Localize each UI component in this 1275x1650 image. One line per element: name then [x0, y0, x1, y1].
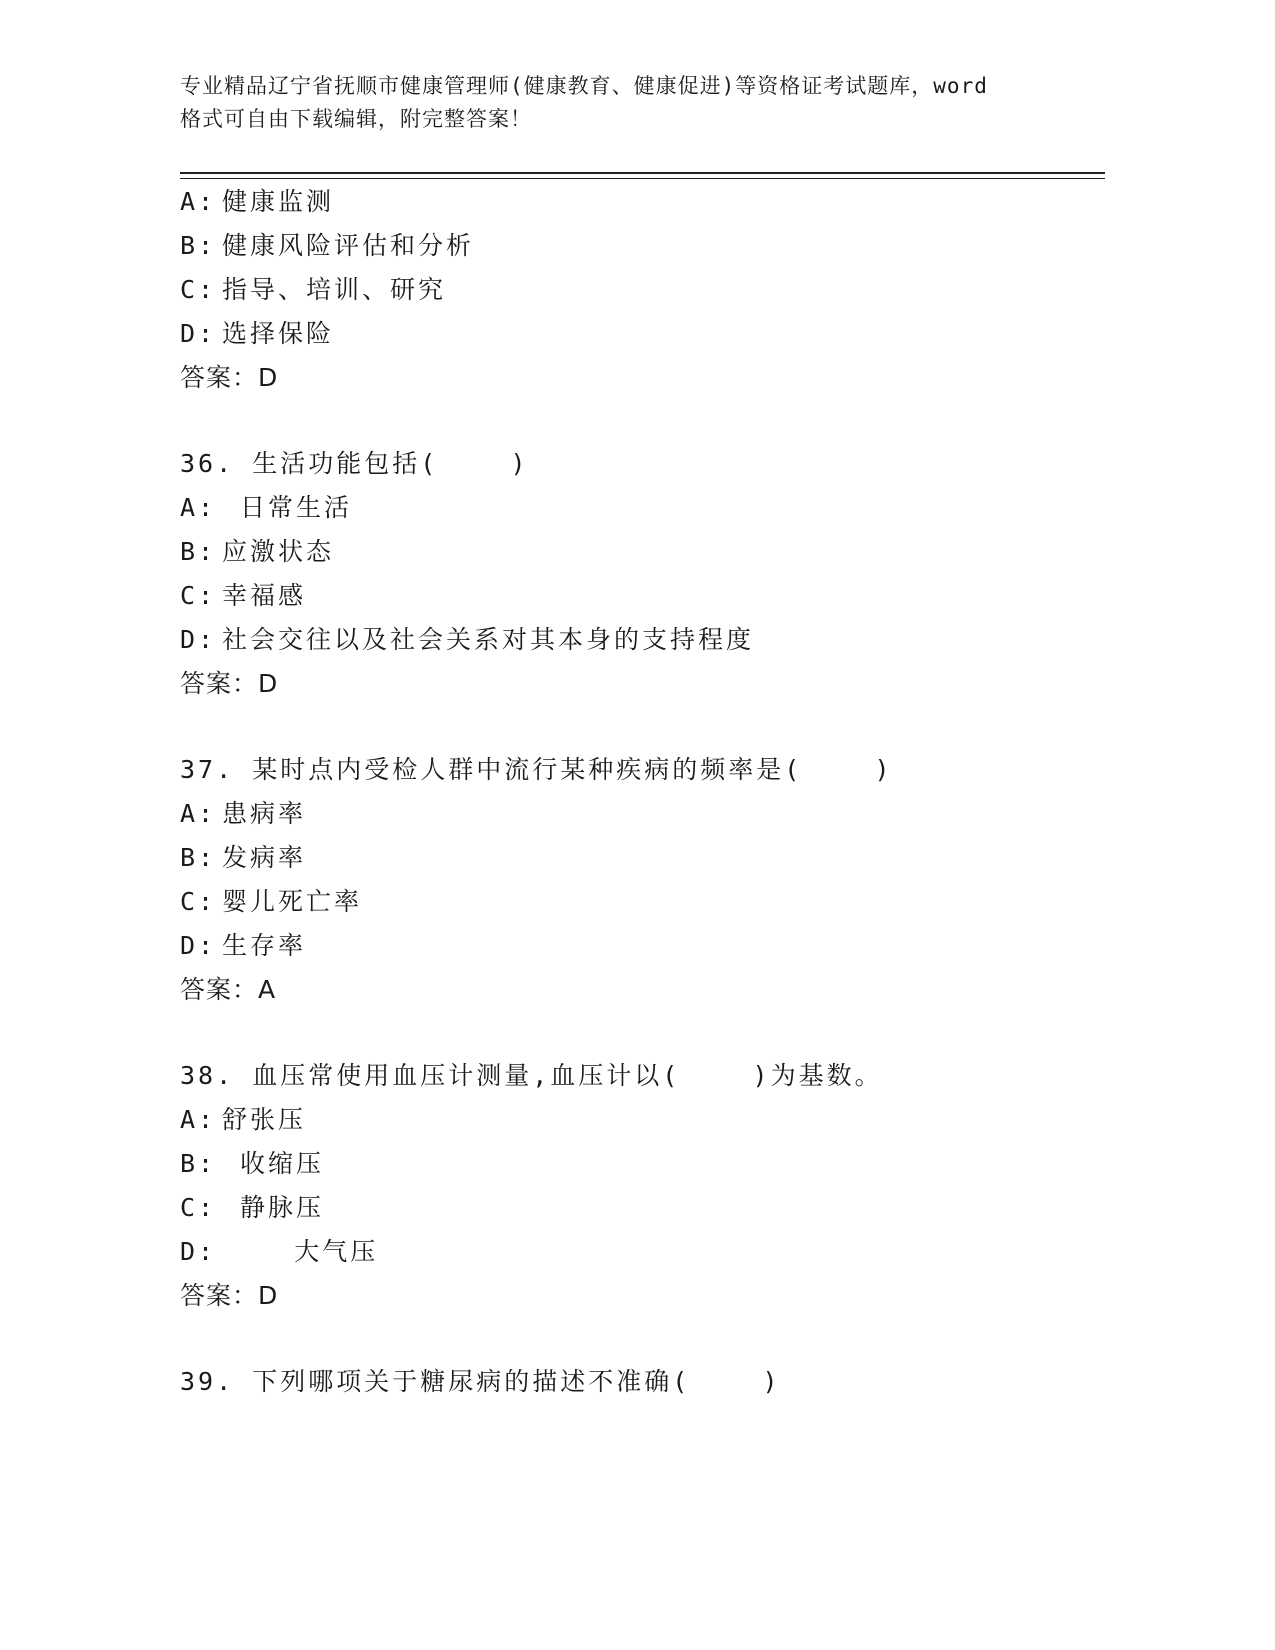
option-d: D: 选择保险 [180, 319, 335, 348]
header-line-2: 格式可自由下载编辑，附完整答案！ [180, 107, 532, 131]
header-divider-thick [180, 172, 1105, 174]
question-stem: 37. 某时点内受检人群中流行某种疾病的频率是( ) [180, 755, 893, 784]
question-block [180, 1054, 1100, 1318]
question-block [180, 180, 1100, 400]
document-header [180, 70, 1060, 136]
option-a: A: 患病率 [180, 799, 307, 828]
option-d: D: 大气压 [180, 1237, 379, 1266]
header-line-1: 专业精品辽宁省抚顺市健康管理师(健康教育、健康促进)等资格证考试题库，word [180, 74, 988, 98]
option-b: B: 应激状态 [180, 537, 335, 566]
question-block [180, 1360, 1100, 1404]
answer-line: 答案：D [180, 1281, 279, 1310]
option-b: B: 健康风险评估和分析 [180, 231, 475, 260]
answer-line: 答案：D [180, 669, 279, 698]
option-d: D: 社会交往以及社会关系对其本身的支持程度 [180, 625, 755, 654]
question-stem: 39. 下列哪项关于糖尿病的描述不准确( ) [180, 1367, 781, 1396]
option-b: B: 收缩压 [180, 1149, 325, 1178]
option-a: A: 日常生活 [180, 493, 353, 522]
option-a: A: 舒张压 [180, 1105, 307, 1134]
question-block [180, 442, 1100, 706]
option-c: C: 幸福感 [180, 581, 307, 610]
option-c: C: 指导、培训、研究 [180, 275, 447, 304]
answer-line: 答案：A [180, 975, 277, 1004]
question-stem: 36. 生活功能包括( ) [180, 449, 529, 478]
header-divider-thin [180, 178, 1105, 179]
option-c: C: 婴儿死亡率 [180, 887, 363, 916]
option-c: C: 静脉压 [180, 1193, 325, 1222]
question-list [180, 180, 1100, 1404]
question-block [180, 748, 1100, 1012]
option-d: D: 生存率 [180, 931, 307, 960]
question-stem: 38. 血压常使用血压计测量,血压计以( )为基数。 [180, 1061, 883, 1090]
option-a: A: 健康监测 [180, 187, 335, 216]
option-b: B: 发病率 [180, 843, 307, 872]
answer-line: 答案：D [180, 363, 279, 392]
